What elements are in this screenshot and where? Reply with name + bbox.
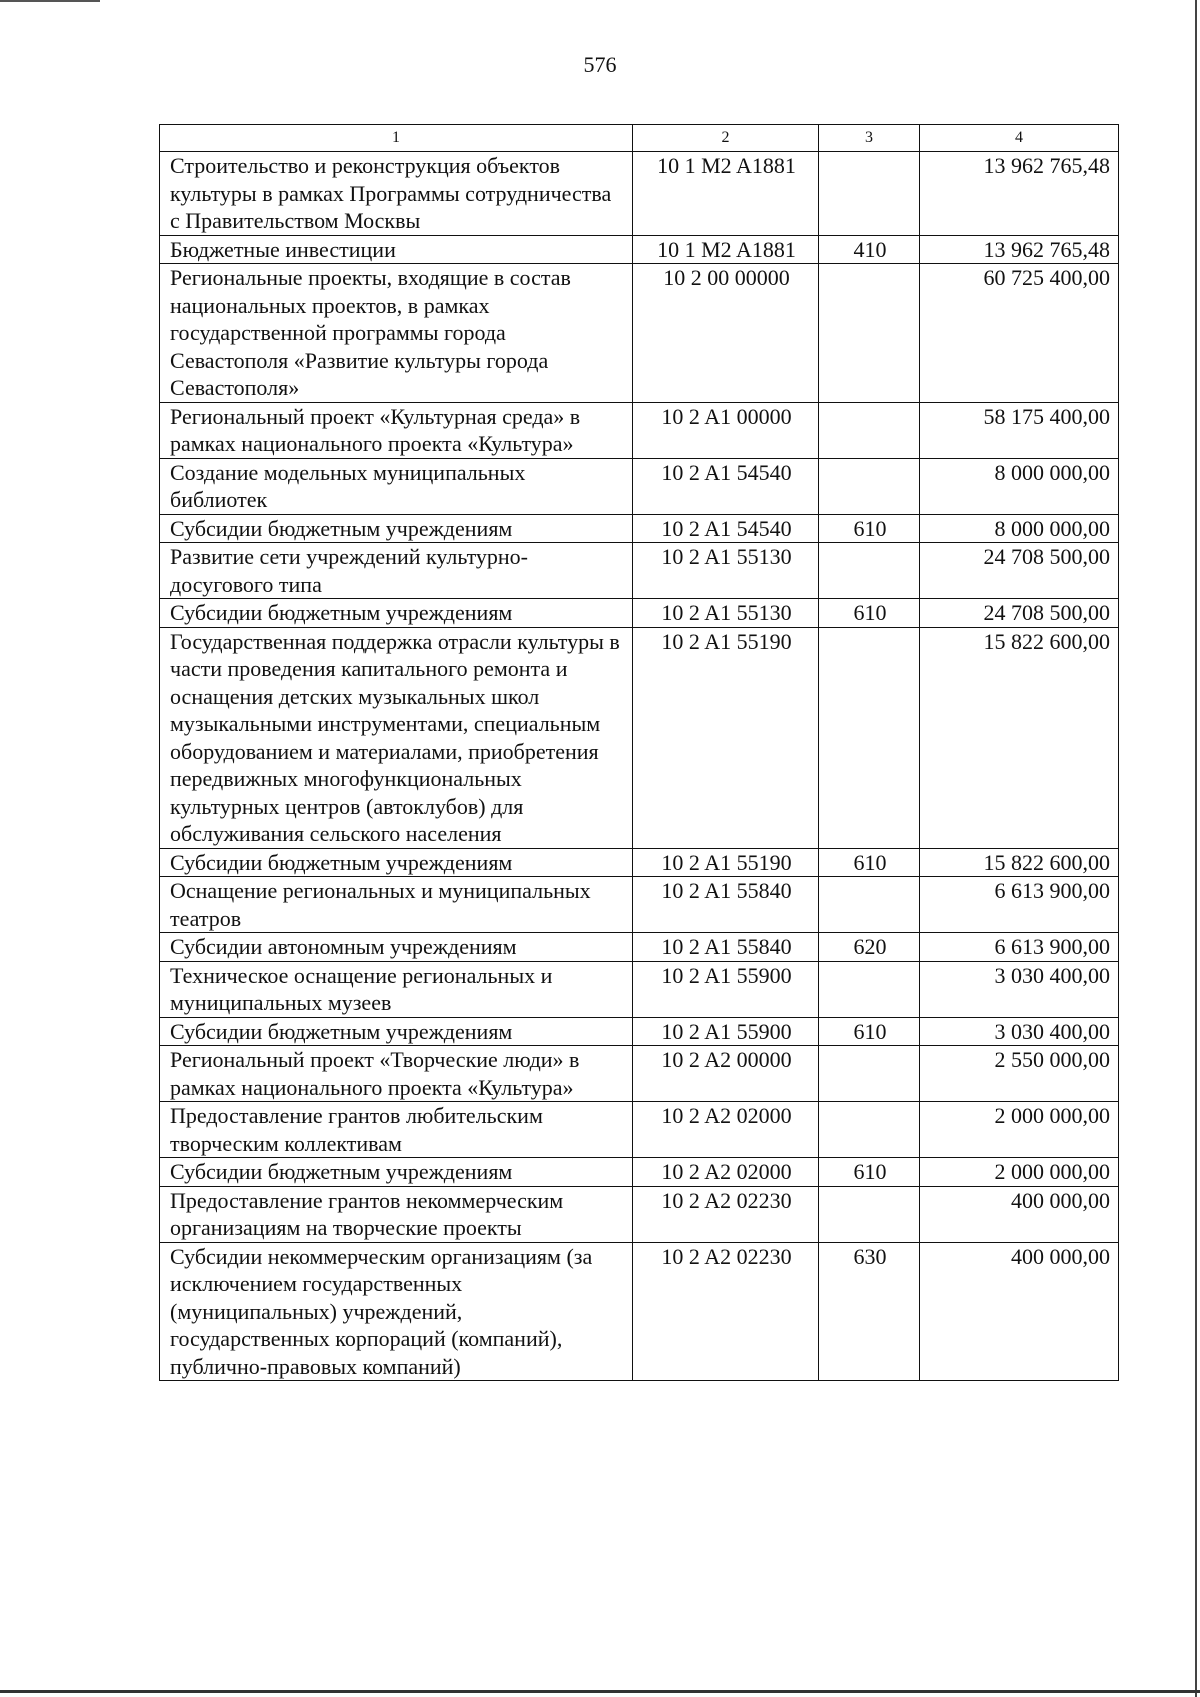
table-row (160, 402, 1119, 458)
table-row (160, 264, 1119, 403)
scan-edge-top (0, 0, 100, 2)
target-code-cell: 10 2 00 00000 (633, 264, 819, 403)
page-number: 576 (583, 52, 617, 77)
target-code-cell: 10 2 A1 55190 (633, 848, 819, 877)
item-name-cell: Региональный проект «Культурная среда» в рамках национального проекта «Культура» (160, 402, 633, 458)
amount-cell: 58 175 400,00 (920, 402, 1119, 458)
item-name-cell: Государственная поддержка отрасли культуры в части проведения капитального ремонта и оснащения детских музыкальных школ музыкальными инструментами, специальным оборудованием и материалами, приобретения передвижных многофункциональных культурных центров (автоклубов) для обслуживания сельского населения (160, 627, 633, 848)
amount-cell: 13 962 765,48 (920, 152, 1119, 236)
table-row (160, 1186, 1119, 1242)
amount-cell: 400 000,00 (920, 1242, 1119, 1381)
expense-type-cell: 610 (819, 1017, 920, 1046)
amount-cell: 2 550 000,00 (920, 1046, 1119, 1102)
table-row (160, 1242, 1119, 1381)
expense-type-cell: 410 (819, 235, 920, 264)
amount-cell: 6 613 900,00 (920, 877, 1119, 933)
amount-cell: 13 962 765,48 (920, 235, 1119, 264)
amount-cell: 8 000 000,00 (920, 514, 1119, 543)
item-name-cell: Оснащение региональных и муниципальных театров (160, 877, 633, 933)
target-code-cell: 10 2 A1 54540 (633, 458, 819, 514)
table-body (160, 152, 1119, 1381)
table-row (160, 1158, 1119, 1187)
expense-type-cell (819, 458, 920, 514)
target-code-cell: 10 2 A1 54540 (633, 514, 819, 543)
target-code-cell: 10 1 M2 A1881 (633, 235, 819, 264)
target-code-cell: 10 2 A1 55190 (633, 627, 819, 848)
table-row (160, 877, 1119, 933)
expense-type-cell (819, 1186, 920, 1242)
table-row (160, 627, 1119, 848)
target-code-cell: 10 2 A2 02230 (633, 1186, 819, 1242)
expense-type-cell: 610 (819, 599, 920, 628)
scan-edge-bottom (0, 1690, 1200, 1693)
target-code-cell: 10 2 A1 55900 (633, 961, 819, 1017)
target-code-cell: 10 2 A1 55840 (633, 933, 819, 962)
table-row (160, 543, 1119, 599)
table-row (160, 961, 1119, 1017)
item-name-cell: Бюджетные инвестиции (160, 235, 633, 264)
table-header-row (160, 125, 1119, 152)
table-row (160, 1046, 1119, 1102)
amount-cell: 2 000 000,00 (920, 1102, 1119, 1158)
target-code-cell: 10 1 M2 A1881 (633, 152, 819, 236)
item-name-cell: Региональные проекты, входящие в состав национальных проектов, в рамках государственной программы города Севастополя «Развитие культуры города Севастополя» (160, 264, 633, 403)
item-name-cell: Развитие сети учреждений культурно-досугового типа (160, 543, 633, 599)
target-code-cell: 10 2 A2 00000 (633, 1046, 819, 1102)
expense-type-cell (819, 627, 920, 848)
item-name-cell: Субсидии бюджетным учреждениям (160, 1158, 633, 1187)
target-code-cell: 10 2 A2 02000 (633, 1102, 819, 1158)
item-name-cell: Предоставление грантов некоммерческим организациям на творческие проекты (160, 1186, 633, 1242)
expense-type-cell (819, 877, 920, 933)
expense-type-cell: 620 (819, 933, 920, 962)
target-code-cell: 10 2 A1 55900 (633, 1017, 819, 1046)
amount-cell: 24 708 500,00 (920, 543, 1119, 599)
column-header-3: 3 (819, 125, 920, 152)
item-name-cell: Техническое оснащение региональных и муниципальных музеев (160, 961, 633, 1017)
budget-table (159, 124, 1119, 1381)
target-code-cell: 10 2 A2 02000 (633, 1158, 819, 1187)
expense-type-cell: 610 (819, 848, 920, 877)
table-row (160, 848, 1119, 877)
item-name-cell: Субсидии бюджетным учреждениям (160, 1017, 633, 1046)
expense-type-cell: 610 (819, 514, 920, 543)
table-row (160, 933, 1119, 962)
table-row (160, 1102, 1119, 1158)
column-header-4: 4 (920, 125, 1119, 152)
item-name-cell: Строительство и реконструкция объектов культуры в рамках Программы сотрудничества с Правительством Москвы (160, 152, 633, 236)
expense-type-cell (819, 543, 920, 599)
target-code-cell: 10 2 A1 55130 (633, 599, 819, 628)
expense-type-cell (819, 1102, 920, 1158)
item-name-cell: Субсидии бюджетным учреждениям (160, 848, 633, 877)
amount-cell: 24 708 500,00 (920, 599, 1119, 628)
amount-cell: 15 822 600,00 (920, 848, 1119, 877)
item-name-cell: Субсидии автономным учреждениям (160, 933, 633, 962)
column-header-2: 2 (633, 125, 819, 152)
item-name-cell: Субсидии бюджетным учреждениям (160, 599, 633, 628)
table-row (160, 1017, 1119, 1046)
expense-type-cell (819, 1046, 920, 1102)
amount-cell: 2 000 000,00 (920, 1158, 1119, 1187)
item-name-cell: Субсидии бюджетным учреждениям (160, 514, 633, 543)
expense-type-cell: 630 (819, 1242, 920, 1381)
amount-cell: 3 030 400,00 (920, 961, 1119, 1017)
expense-type-cell (819, 152, 920, 236)
target-code-cell: 10 2 A1 00000 (633, 402, 819, 458)
target-code-cell: 10 2 A1 55130 (633, 543, 819, 599)
amount-cell: 6 613 900,00 (920, 933, 1119, 962)
item-name-cell: Предоставление грантов любительским творческим коллективам (160, 1102, 633, 1158)
amount-cell: 3 030 400,00 (920, 1017, 1119, 1046)
item-name-cell: Создание модельных муниципальных библиотек (160, 458, 633, 514)
column-header-1: 1 (160, 125, 633, 152)
amount-cell: 400 000,00 (920, 1186, 1119, 1242)
table-row (160, 599, 1119, 628)
target-code-cell: 10 2 A2 02230 (633, 1242, 819, 1381)
amount-cell: 15 822 600,00 (920, 627, 1119, 848)
item-name-cell: Субсидии некоммерческим организациям (за исключением государственных (муниципальных) учреждений, государственных корпораций (компаний), публично-правовых компаний) (160, 1242, 633, 1381)
expense-type-cell (819, 402, 920, 458)
expense-type-cell: 610 (819, 1158, 920, 1187)
amount-cell: 8 000 000,00 (920, 458, 1119, 514)
table-row (160, 235, 1119, 264)
scan-edge-right (1195, 0, 1197, 1697)
table-row (160, 152, 1119, 236)
table-row (160, 458, 1119, 514)
amount-cell: 60 725 400,00 (920, 264, 1119, 403)
expense-type-cell (819, 961, 920, 1017)
table-row (160, 514, 1119, 543)
target-code-cell: 10 2 A1 55840 (633, 877, 819, 933)
item-name-cell: Региональный проект «Творческие люди» в рамках национального проекта «Культура» (160, 1046, 633, 1102)
expense-type-cell (819, 264, 920, 403)
